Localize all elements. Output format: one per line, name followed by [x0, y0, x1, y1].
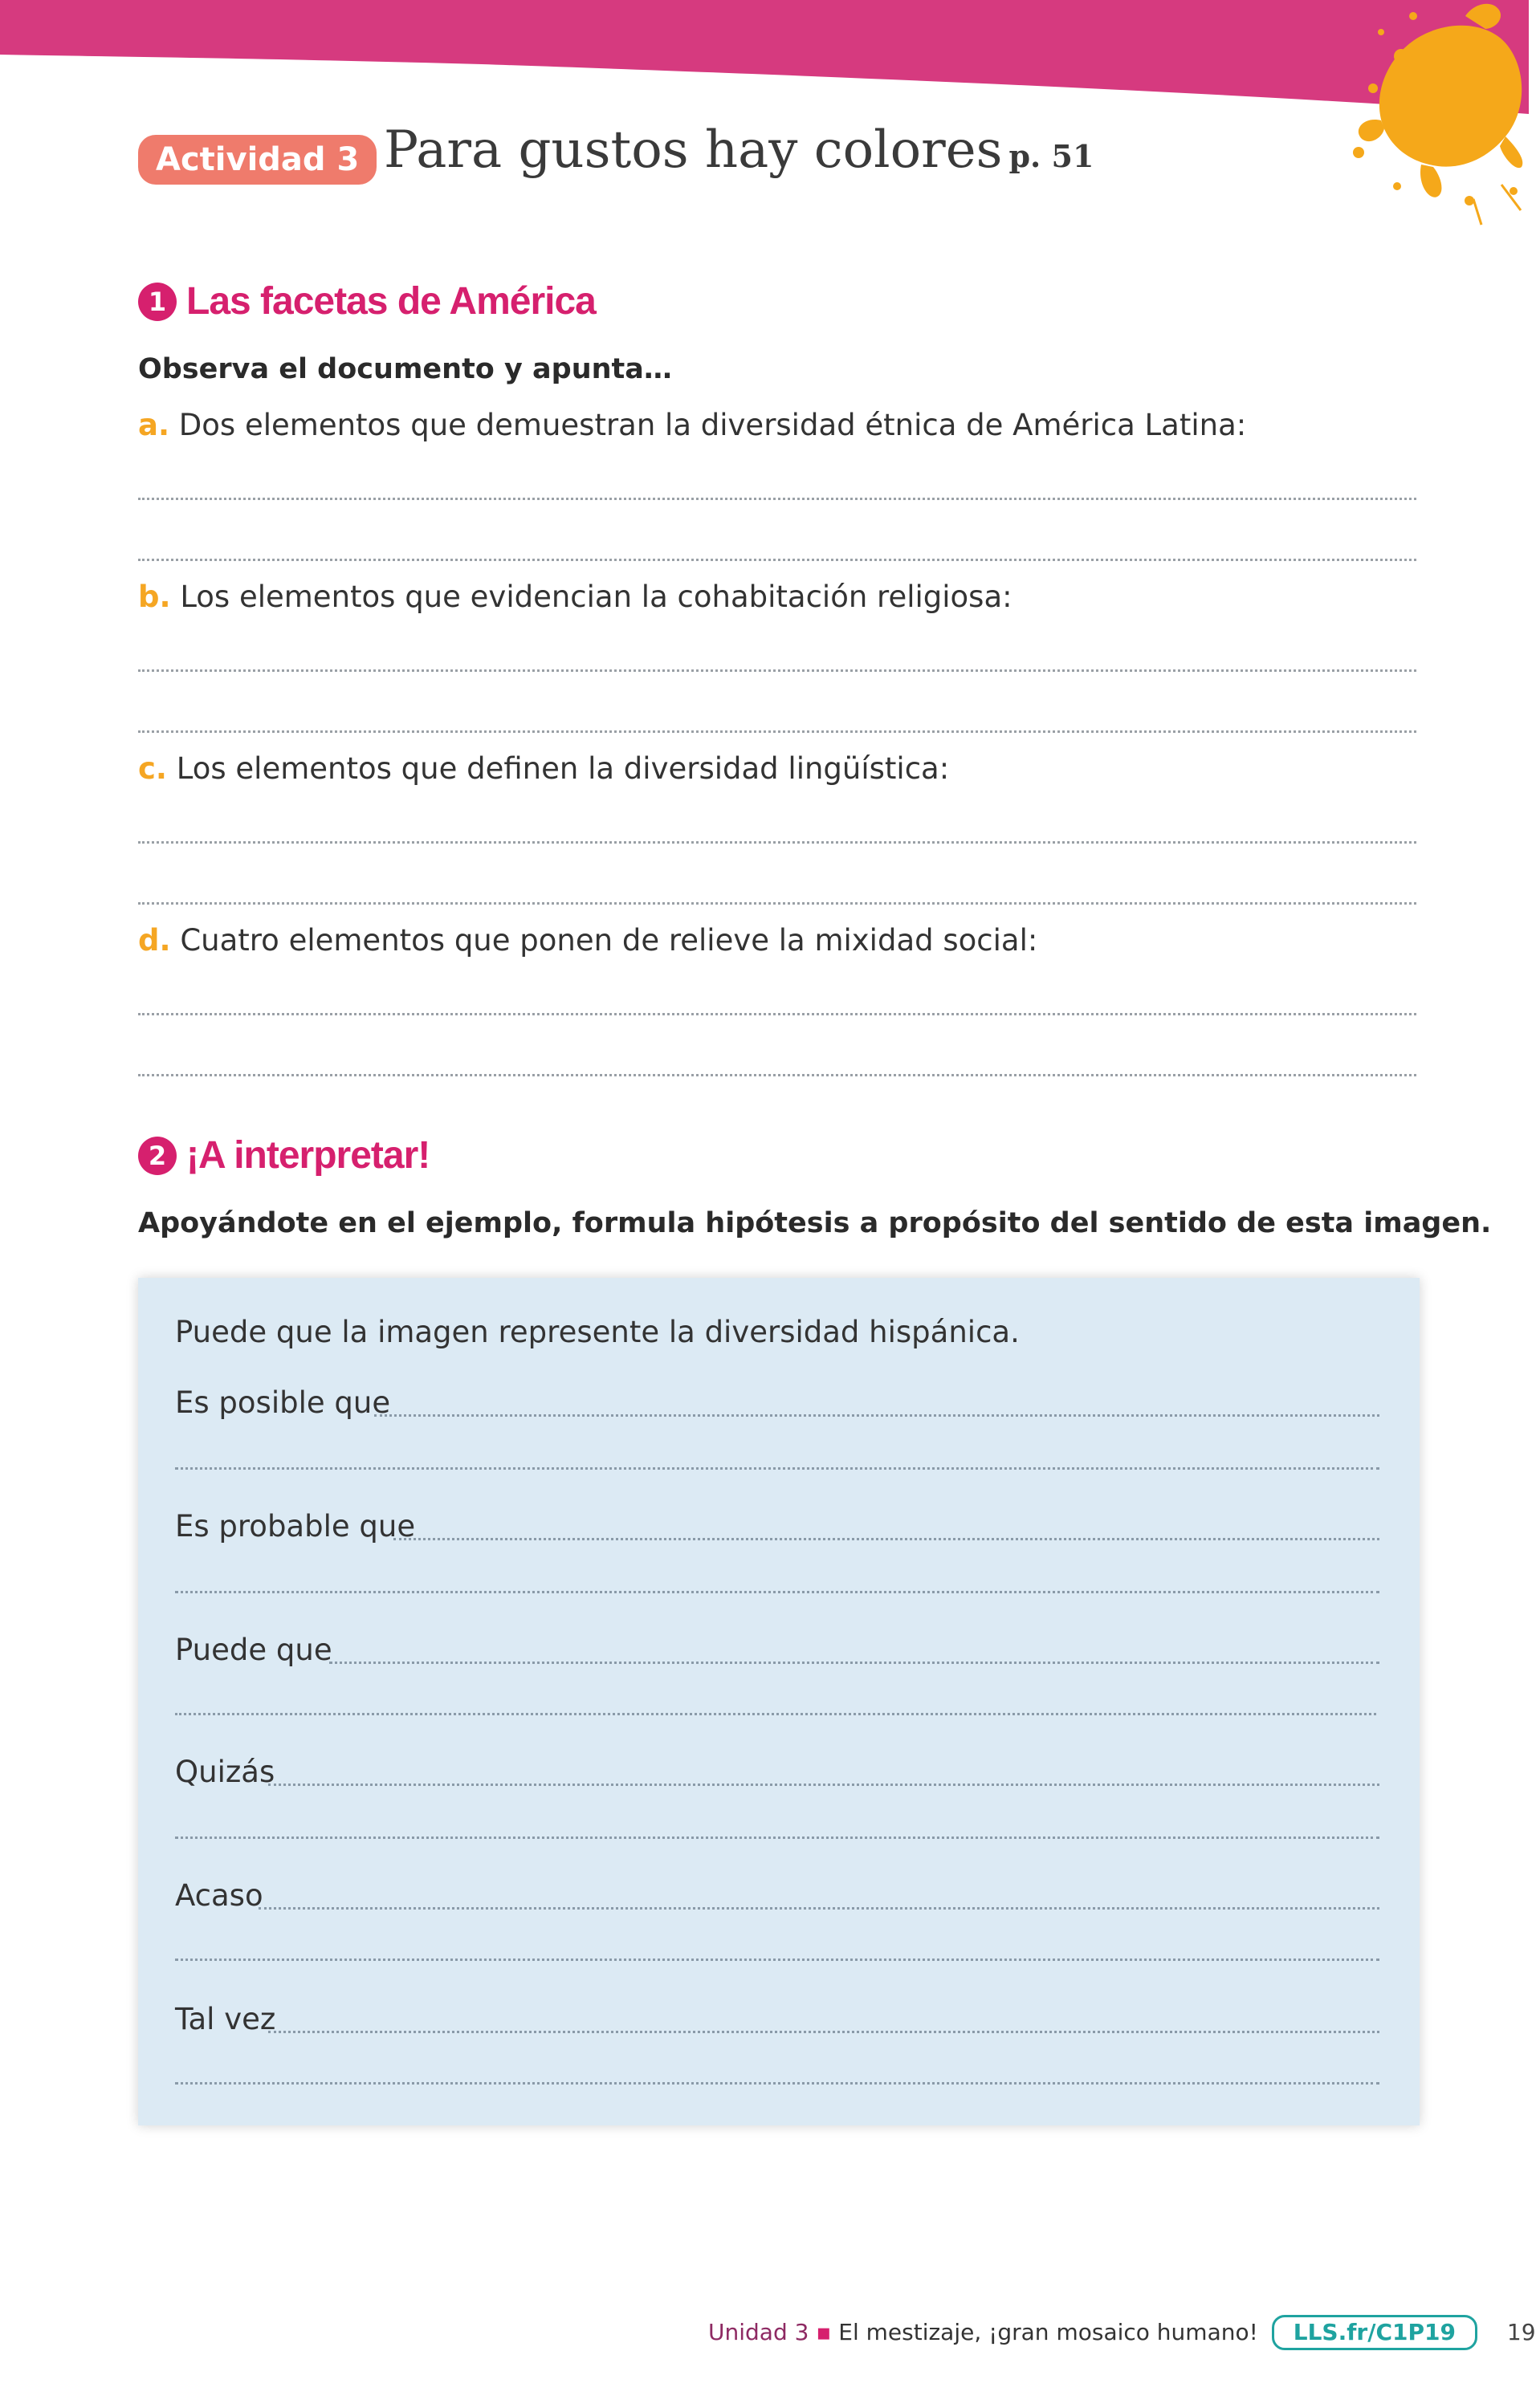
answer-line[interactable]	[175, 1591, 1379, 1593]
question-c	[138, 751, 949, 786]
prompt-label: Tal vez	[175, 2002, 276, 2036]
answer-line[interactable]	[138, 902, 1416, 905]
prompt-label: Quizás	[175, 1755, 275, 1789]
section-2-title: ¡A interpretar!	[186, 1134, 430, 1177]
title-text: Para gustos hay colores	[384, 120, 1003, 180]
footer-separator: ▪	[816, 2319, 832, 2345]
footer-subtitle: El mestizaje, ¡gran mosaico humano!	[838, 2319, 1258, 2345]
section-1-number: 1	[138, 283, 177, 321]
answer-line[interactable]	[138, 559, 1416, 561]
page-footer	[708, 2315, 1536, 2350]
banner-wave	[0, 0, 1529, 114]
answer-line[interactable]	[268, 1784, 1379, 1786]
answer-line[interactable]	[268, 2031, 1379, 2033]
top-banner	[0, 0, 1529, 128]
prompt-label: Acaso	[175, 1878, 263, 1913]
answer-line[interactable]	[175, 2082, 1379, 2085]
question-text: Dos elementos que demuestran la diversidad étnica de América Latina:	[178, 408, 1247, 442]
answer-line[interactable]	[138, 841, 1416, 844]
section-2-number: 2	[138, 1137, 177, 1175]
question-letter: c.	[138, 751, 167, 786]
question-letter: a.	[138, 408, 170, 442]
section-1-title: Las facetas de América	[186, 280, 596, 323]
section-1-instruction: Observa el documento y apunta…	[138, 353, 672, 385]
activity-badge: Actividad 3	[138, 135, 377, 185]
answer-line[interactable]	[138, 730, 1416, 733]
answer-line[interactable]	[374, 1414, 1379, 1417]
page-reference: p. 51	[1008, 138, 1094, 174]
footer-link[interactable]: LLS.fr/C1P19	[1272, 2315, 1477, 2350]
question-letter: d.	[138, 923, 171, 958]
answer-line[interactable]	[175, 1837, 1379, 1839]
answer-line[interactable]	[329, 1662, 1379, 1664]
question-a	[138, 408, 1246, 442]
question-d	[138, 923, 1037, 958]
page-title	[384, 120, 1094, 180]
prompt-label: Es probable que	[175, 1509, 416, 1544]
answer-line[interactable]	[175, 1467, 1379, 1470]
answer-line[interactable]	[138, 669, 1416, 672]
prompt-label: Puede que	[175, 1633, 332, 1667]
question-text: Cuatro elementos que ponen de relieve la mixidad social:	[180, 923, 1038, 958]
answer-line[interactable]	[138, 1074, 1416, 1076]
answer-line[interactable]	[393, 1538, 1379, 1540]
section-1-heading	[138, 279, 596, 327]
section-2-instruction: Apoyándote en el ejemplo, formula hipótesis a propósito del sentido de esta imagen.	[138, 1207, 1492, 1239]
answer-line[interactable]	[259, 1907, 1379, 1910]
page-number: 19	[1506, 2319, 1536, 2345]
answer-line[interactable]	[175, 1959, 1379, 1961]
example-sentence: Puede que la imagen represente la diversidad hispánica.	[175, 1315, 1020, 1349]
question-text: Los elementos que definen la diversidad lingüística:	[176, 751, 950, 786]
question-b	[138, 580, 1012, 614]
question-text: Los elementos que evidencian la cohabitación religiosa:	[180, 580, 1012, 614]
answer-line[interactable]	[138, 498, 1416, 500]
question-letter: b.	[138, 580, 171, 614]
paint-splash-icon	[1325, 0, 1529, 241]
answer-line[interactable]	[138, 1013, 1416, 1015]
prompt-label: Es posible que	[175, 1385, 391, 1420]
section-2-heading	[138, 1133, 430, 1182]
footer-unit: Unidad 3	[708, 2319, 809, 2345]
answer-line[interactable]	[175, 1713, 1376, 1715]
